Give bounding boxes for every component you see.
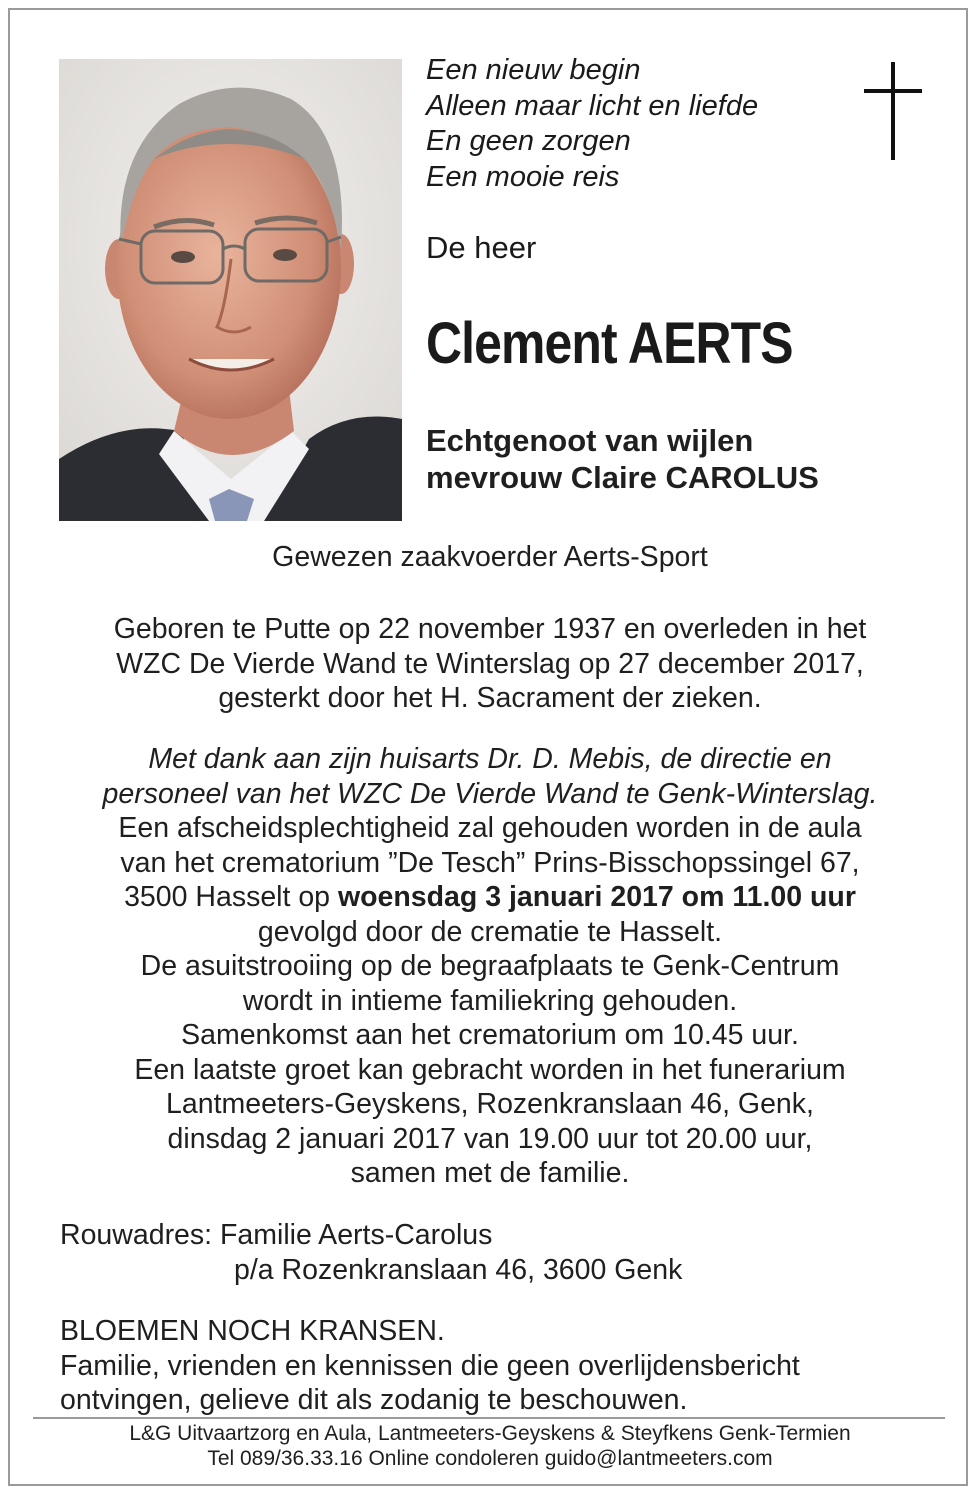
ceremony-line: wordt in intieme familiekring gehouden. (242, 984, 738, 1017)
ceremony-line: Lantmeeters-Geyskens, Rozenkranslaan 46, Genk, (166, 1088, 814, 1120)
ceremony-date-line (40, 880, 940, 915)
portrait-photo (59, 59, 402, 521)
ceremony-line: samen met de familie. (350, 1157, 630, 1189)
footer-line: L&G Uitvaartzorg en Aula, Lantmeeters-Geyskens & Steyfkens Genk-Termien (129, 1422, 851, 1445)
thanks-line: personeel van het WZC De Vierde Wand te Genk-Winterslag. (102, 777, 878, 810)
funeral-home-footer (40, 1421, 940, 1471)
ceremony-line: Een afscheidsplechtigheid zal gehouden worden in de aula (118, 812, 862, 844)
poem-line: En geen zorgen (426, 125, 631, 157)
flowers-line: BLOEMEN NOCH KRANSEN. (60, 1315, 445, 1347)
poem-line: Een mooie reis (426, 160, 620, 193)
address-line: Rouwadres: Familie Aerts-Carolus (60, 1219, 493, 1251)
mourning-address (60, 1218, 682, 1287)
ceremony-line: van het crematorium ”De Tesch” Prins-Bisschopssingel 67, (120, 846, 860, 879)
thanks-line: Met dank aan zijn huisarts Dr. D. Mebis, de directie en (148, 743, 832, 775)
spouse-info (426, 422, 819, 496)
flowers-notice (60, 1314, 800, 1418)
flowers-line: Familie, vrienden en kennissen die geen overlijdensbericht (60, 1349, 800, 1382)
spouse-line: Echtgenoot van wijlen (426, 423, 754, 458)
birth-line: Geboren te Putte op 22 november 1937 en overleden in het (113, 613, 867, 645)
birth-line: WZC De Vierde Wand te Winterslag op 27 december 2017, (116, 647, 864, 680)
address-line: p/a Rozenkranslaan 46, 3600 Genk (234, 1253, 683, 1286)
deceased-name: Clement AERTS (426, 311, 793, 376)
birth-line: gesterkt door het H. Sacrament der zieken. (218, 682, 762, 714)
ceremony-line: dinsdag 2 januari 2017 van 19.00 uur tot 20.00 uur, (167, 1122, 813, 1155)
poem-line: Alleen maar licht en liefde (426, 89, 759, 122)
ceremony-date: woensdag 3 januari 2017 om 11.00 uur (337, 881, 856, 913)
occupation-text: Gewezen zaakvoerder Aerts-Sport (272, 541, 708, 573)
ceremony-line: Een laatste groet kan gebracht worden in het funerarium (134, 1053, 846, 1086)
spouse-line: mevrouw Claire CAROLUS (426, 460, 819, 495)
thanks-and-ceremony (40, 742, 940, 1191)
flowers-line: ontvingen, gelieve dit als zodanig te beschouwen. (60, 1384, 688, 1416)
birth-death-info (40, 612, 940, 716)
ceremony-line: De asuitstrooiing op de begraafplaats te Genk-Centrum (140, 950, 840, 982)
ceremony-line: gevolgd door de crematie te Hasselt. (257, 915, 723, 948)
occupation (40, 540, 940, 575)
footer-divider (33, 1417, 945, 1419)
ceremony-line: Samenkomst aan het crematorium om 10.45 uur. (181, 1019, 799, 1051)
salutation: De heer (426, 230, 537, 265)
cross-icon (864, 62, 922, 160)
poem-line: Een nieuw begin (426, 54, 641, 86)
footer-line: Tel 089/36.33.16 Online condoleren guido@lantmeeters.com (207, 1447, 773, 1470)
poem (426, 53, 758, 195)
ceremony-date-prefix: 3500 Hasselt op (124, 881, 338, 913)
